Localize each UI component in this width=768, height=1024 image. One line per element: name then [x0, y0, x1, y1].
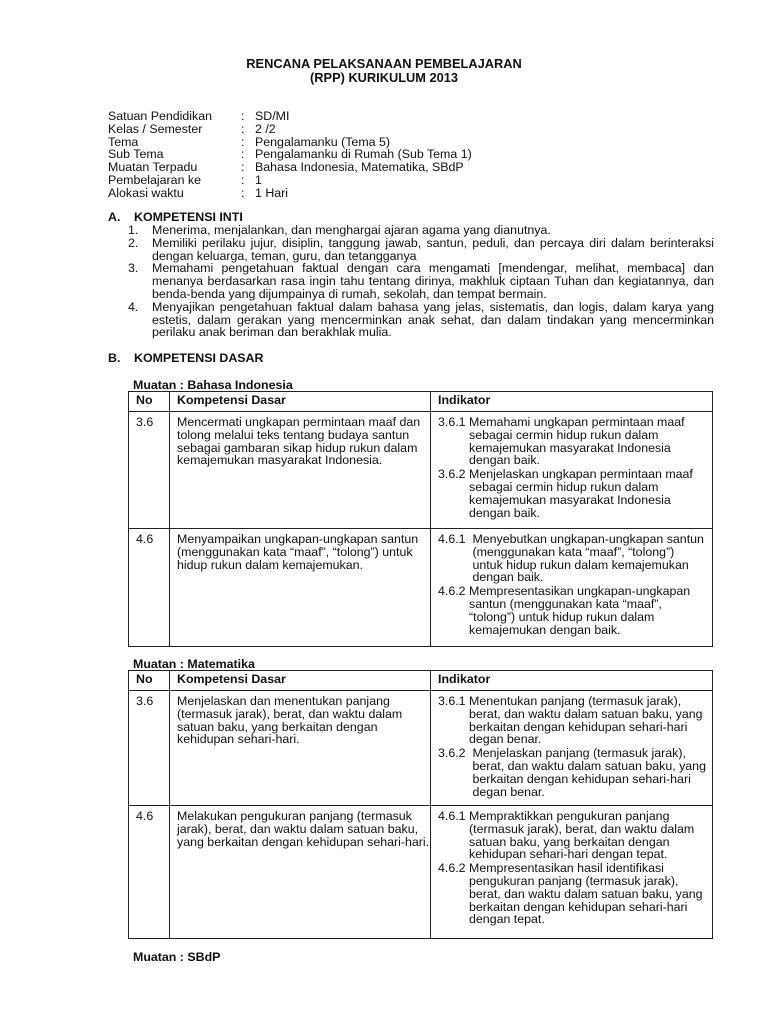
bahasa-table: [128, 391, 713, 647]
header-no: No: [129, 671, 170, 691]
info-value: Bahasa Indonesia, Matematika, SBdP: [255, 160, 464, 175]
ki-item-number: 3.: [128, 261, 139, 276]
indikator-code: 4.6.2: [438, 861, 470, 876]
info-colon: :: [241, 109, 245, 123]
cell-indikator: [431, 691, 713, 806]
indikator-text: Memahami ungkapan permintaan maaf sebagai cermin hidup rukun dalam kemajemukan masyarakat Indonesia dengan baik.: [469, 415, 685, 468]
row-number: 4.6: [136, 809, 154, 823]
header-no: No: [129, 392, 170, 412]
info-colon: :: [241, 147, 245, 162]
info-colon: :: [241, 134, 245, 149]
kompetensi-inti-list: [128, 224, 714, 339]
table-row: [129, 691, 713, 806]
indikator-text: Menyebutkan ungkapan-ungkapan santun (menggunakan kata “maaf”, “tolong”) untuk hidup rukun dalam kemajemukan dengan baik.: [472, 532, 704, 585]
ki-item-text: Menyajikan pengetahuan faktual dalam bahasa yang jelas, sistematis, dan logis, dalam karya yang estetis, dalam gerakan yang mencerminkan anak sehat, dan dalam tindakan yang mencerminkan perilaku anak beriman dan berakhlak mulia.: [152, 299, 714, 340]
ki-item: [128, 262, 714, 300]
cell-kd: [170, 529, 431, 647]
cell-no: [129, 412, 170, 529]
ki-item-number: 2.: [128, 235, 139, 250]
info-label: Satuan Pendidikan: [108, 109, 213, 123]
indikator-item: [438, 695, 712, 746]
cell-kd: [170, 412, 431, 529]
header-indikator: Indikator: [431, 392, 713, 412]
indikator-list: [438, 806, 712, 926]
kompetensi-dasar-text: Menjelaskan dan menentukan panjang (termasuk jarak), berat, dan waktu dalam satuan baku, yang berkaitan dengan kehidupan sehari-hari.: [177, 694, 403, 747]
section-b-title: KOMPETENSI DASAR: [134, 351, 264, 365]
header-kompetensi-dasar: Kompetensi Dasar: [170, 392, 431, 412]
indikator-code: 4.6.1: [438, 532, 473, 546]
table-header-row: [129, 671, 713, 691]
info-colon: :: [241, 172, 245, 187]
ki-item-text: Memahami pengetahuan faktual dengan cara mengamati [mendengar, melihat, membaca] dan menanya berdasarkan rasa ingin tahu tentang dirinya, makhluk ciptaan Tuhan dan kegiatannya, dan benda-benda yang dijumpainya di rumah, sekolah, dan tempat bermain.: [152, 261, 714, 301]
matematika-table: [128, 670, 713, 939]
indikator-list: [438, 412, 712, 519]
cell-kd: [170, 806, 431, 939]
ki-item: [128, 237, 714, 263]
indikator-code: 3.6.1: [438, 415, 470, 429]
table-row: [129, 412, 713, 529]
info-value: 1 Hari: [255, 185, 289, 200]
identity-block: [108, 110, 472, 200]
indikator-list: [438, 691, 712, 798]
indikator-item: [438, 585, 712, 636]
section-b-letter: B.: [108, 351, 121, 365]
ki-item-text: Menerima, menjalankan, dan menghargai ajaran agama yang dianutnya.: [152, 223, 551, 237]
indikator-list: [438, 529, 712, 636]
info-value: 1: [255, 172, 262, 187]
info-row: [108, 174, 472, 187]
cell-indikator: [431, 412, 713, 529]
muatan-matematika-title: Muatan : Matematika: [133, 657, 255, 671]
indikator-item: [438, 747, 712, 798]
info-label: Kelas / Semester: [108, 121, 203, 136]
ki-item-text: Memiliki perilaku jujur, disiplin, tanggung jawab, santun, peduli, dan percaya diri dalam berinteraksi dengan keluarga, teman, guru, dan tetangganya: [152, 235, 714, 263]
indikator-code: 4.6.1: [438, 809, 470, 823]
indikator-text: Mempraktikkan pengukuran panjang (termasuk jarak), berat, dan waktu dalam satuan baku, yang berkaitan dengan kehidupan sehari-hari dengan tepat.: [469, 809, 695, 862]
muatan-bahasa-title: Muatan : Bahasa Indonesia: [133, 378, 293, 392]
document-subtitle: (RPP) KURIKULUM 2013: [310, 70, 458, 85]
indikator-text: Menentukan panjang (termasuk jarak), berat, dan waktu dalam satuan baku, yang berkaitan dengan kehidupan sehari-hari degan benar.: [469, 694, 703, 747]
indikator-item: [438, 810, 712, 861]
cell-indikator: [431, 806, 713, 939]
info-row: [108, 187, 472, 200]
cell-kd: [170, 691, 431, 806]
indikator-item: [438, 416, 712, 467]
row-number: 3.6: [136, 415, 154, 429]
info-colon: :: [241, 185, 245, 200]
muatan-sbdp-title: Muatan : SBdP: [133, 950, 221, 964]
section-a-letter: A.: [108, 210, 121, 224]
info-label: Pembelajaran ke: [108, 172, 201, 187]
info-label: Muatan Terpadu: [108, 160, 198, 175]
section-a-title: KOMPETENSI INTI: [134, 210, 243, 224]
info-value: Pengalamanku (Tema 5): [255, 134, 390, 149]
info-row: [108, 110, 472, 123]
info-label: Alokasi waktu: [108, 185, 184, 200]
indikator-text: Mempresentasikan hasil identifikasi pengukuran panjang (termasuk jarak), berat, dan waktu dalam satuan baku, yang berkaitan dengan kehidupan sehari-hari dengan tepat.: [469, 861, 703, 927]
info-value: Pengalamanku di Rumah (Sub Tema 1): [255, 147, 472, 162]
kompetensi-dasar-text: Menyampaikan ungkapan-ungkapan santun (menggunakan kata “maaf”, “tolong”) untuk hidup rukun dalam kemajemukan.: [177, 532, 419, 572]
cell-no: [129, 806, 170, 939]
row-number: 4.6: [136, 532, 154, 546]
table-header-row: [129, 392, 713, 412]
table-row: [129, 529, 713, 647]
info-label: Tema: [108, 134, 139, 149]
indikator-code: 3.6.1: [438, 694, 470, 708]
kompetensi-dasar-text: Mencermati ungkapan permintaan maaf dan tolong melalui teks tentang budaya santun sebagai gambaran sikap hidup rukun dalam kemajemukan masyarakat Indonesia.: [177, 415, 421, 468]
header-indikator: Indikator: [431, 671, 713, 691]
indikator-code: 3.6.2: [438, 746, 473, 761]
table-row: [129, 806, 713, 939]
indikator-item: [438, 468, 712, 519]
section-b-heading: [108, 351, 263, 365]
info-value: SD/MI: [255, 109, 290, 123]
indikator-code: 3.6.2: [438, 467, 470, 482]
indikator-code: 4.6.2: [438, 584, 470, 599]
ki-item: [128, 301, 714, 339]
header-kompetensi-dasar: Kompetensi Dasar: [170, 671, 431, 691]
cell-no: [129, 529, 170, 647]
info-label: Sub Tema: [108, 147, 164, 162]
ki-item-number: 1.: [128, 223, 139, 237]
document-title: RENCANA PELAKSANAAN PEMBELAJARAN: [246, 56, 522, 71]
indikator-text: Mempresentasikan ungkapan-ungkapan santun (menggunakan kata “maaf”, “tolong”) untuk hidup rukun dalam kemajemukan dengan baik.: [469, 584, 691, 637]
info-value: 2 /2: [255, 121, 276, 136]
kompetensi-dasar-text: Melakukan pengukuran panjang (termasuk jarak), berat, dan waktu dalam satuan baku, yang berkaitan dengan kehidupan sehari-hari.: [177, 809, 430, 849]
row-number: 3.6: [136, 694, 154, 708]
indikator-text: Menjelaskan panjang (termasuk jarak), berat, dan waktu dalam satuan baku, yang berkaitan dengan kehidupan sehari-hari degan benar.: [472, 746, 706, 799]
section-a-heading: [108, 210, 243, 224]
info-colon: :: [241, 160, 245, 175]
info-colon: :: [241, 121, 245, 136]
indikator-item: [438, 862, 712, 926]
indikator-text: Menjelaskan ungkapan permintaan maaf sebagai cermin hidup rukun dalam kemajemukan masyarakat Indonesia dengan baik.: [469, 467, 693, 520]
cell-indikator: [431, 529, 713, 647]
ki-item-number: 4.: [128, 299, 139, 314]
indikator-item: [438, 533, 712, 584]
cell-no: [129, 691, 170, 806]
